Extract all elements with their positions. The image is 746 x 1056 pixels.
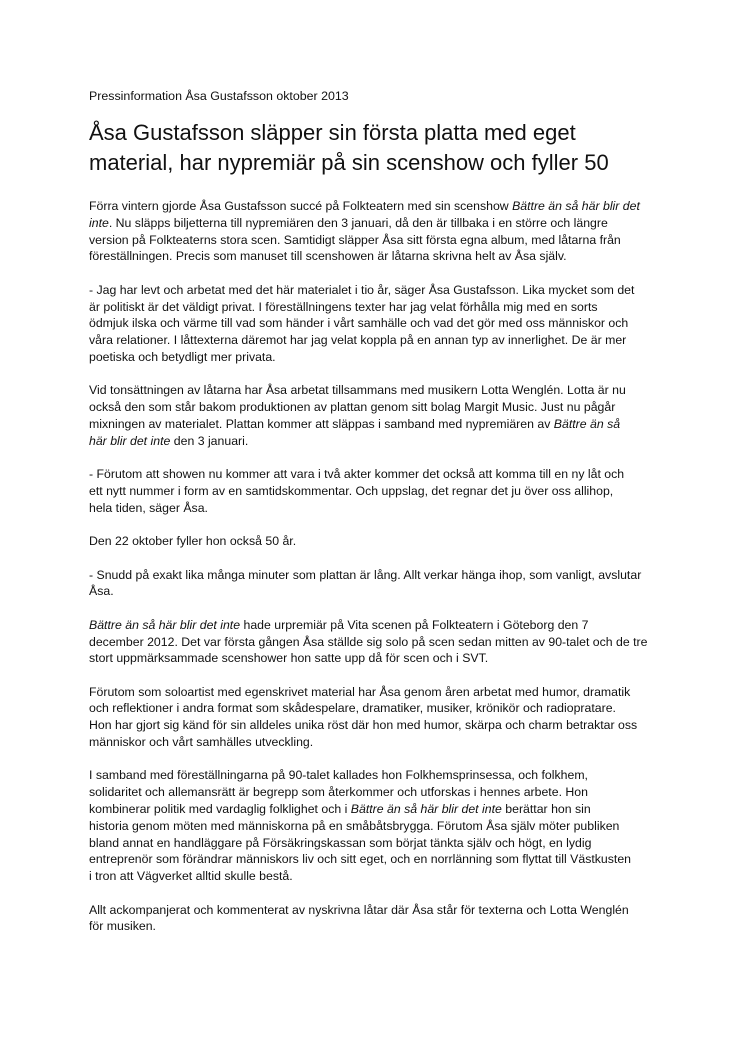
text-line: [89, 483, 669, 500]
text-run: version på Folkteaterns stora scen. Samtidigt släpper Åsa sitt första egna album, med låtarna från: [89, 232, 621, 247]
text-run: i tron att Vägverket alltid skulle bestå.: [89, 869, 293, 884]
text-run: Förutom som soloartist med egenskrivet material har Åsa genom åren arbetat med humor, dramatik: [89, 684, 631, 699]
text-line: [89, 416, 669, 433]
headline-line: material, har nypremiär på sin scenshow och fyller 50: [89, 150, 609, 175]
text-run: december 2012. Det var första gången Åsa ställde sig solo på scen sedan mitten av 90-talet och de tre: [89, 634, 648, 649]
text-run: hela tiden, säger Åsa.: [89, 500, 208, 515]
text-run: den 3 januari.: [170, 433, 249, 448]
text-run: Vid tonsättningen av låtarna har Åsa arbetat tillsammans med musikern Lotta Wenglén. Lotta är nu: [89, 383, 626, 398]
text-run: Den 22 oktober fyller hon också 50 år.: [89, 534, 297, 549]
text-line: [89, 918, 669, 935]
text-run: historia genom möten med människorna på en småbåtsbrygga. Förutom Åsa själv möter publiken: [89, 818, 620, 833]
text-run: - Förutom att showen nu kommer att vara i två akter kommer det också att komma till en ny låt och: [89, 467, 625, 482]
text-line: [89, 198, 669, 215]
text-line: [89, 851, 669, 868]
text-line: [89, 784, 669, 801]
text-line: [89, 433, 669, 450]
text-run: ett nytt nummer i form av en samtidskommentar. Och uppslag, det regnar det ju över oss allihop,: [89, 483, 614, 498]
text-line: [89, 634, 669, 651]
text-line: [89, 500, 669, 517]
italic-title-run: Bättre än så här blir det inte: [89, 617, 241, 632]
text-run: entreprenör som förändrar människors liv och sitt eget, och en norrlänning som flyttat till Västkusten: [89, 852, 631, 867]
text-line: [89, 700, 669, 717]
text-line: [89, 617, 669, 634]
text-run: människor och vårt samhälles utveckling.: [89, 735, 314, 750]
text-line: [89, 282, 669, 299]
body-paragraph: [89, 198, 669, 265]
body-paragraph: [89, 617, 669, 667]
text-line: [89, 717, 669, 734]
headline: [89, 118, 669, 178]
italic-title-run: inte: [89, 215, 109, 230]
text-run: våra relationer. I låttexterna däremot har jag velat koppla på en annan typ av innerlighet. De är mer: [89, 333, 627, 348]
body-paragraph: [89, 567, 669, 601]
italic-title-run: här blir det inte: [89, 433, 171, 448]
text-line: [89, 818, 669, 835]
text-run: solidaritet och allemansrätt är begrepp som återkommer och utforskas i hennes arbete. Hon: [89, 785, 588, 800]
text-run: är politiskt är det väldigt privat. I föreställningens texter har jag velat förhålla mig med en sorts: [89, 299, 598, 314]
text-line: [89, 215, 669, 232]
text-run: ödmjuk ilska och värme till vad som händer i vårt samhälle och vad det gör med oss människor och: [89, 316, 629, 331]
body-paragraph: [89, 382, 669, 449]
text-run: mixningen av materialet. Plattan kommer att släppas i samband med nypremiären av: [89, 416, 554, 431]
text-line: [89, 801, 669, 818]
text-run: och reflektioner i andra format som skådespelare, dramatiker, musiker, krönikör och radiopratare.: [89, 701, 616, 716]
body-paragraph: [89, 767, 669, 885]
text-run: bland annat en handläggare på Försäkringskassan som börjat tänkta själv och högt, en lydig: [89, 835, 592, 850]
text-run: hade urpremiär på Vita scenen på Folkteatern i Göteborg den 7: [240, 617, 589, 632]
headline-line: Åsa Gustafsson släpper sin första platta med eget: [89, 120, 576, 145]
italic-title-run: Bättre än så här blir det: [512, 199, 640, 213]
text-line: [89, 902, 669, 919]
body-paragraph: [89, 533, 669, 550]
text-run: stort uppmärksammade scenshower hon satte upp då för scen och i SVT.: [89, 651, 489, 666]
text-run: - Snudd på exakt lika många minuter som plattan är lång. Allt verkar hänga ihop, som vanligt, avslutar: [89, 567, 642, 582]
text-line: [89, 567, 669, 584]
text-line: [89, 533, 669, 550]
text-line: [89, 399, 669, 416]
body-paragraph: [89, 902, 669, 936]
text-line: [89, 332, 669, 349]
press-info-line: Pressinformation Åsa Gustafsson oktober 2013: [89, 89, 349, 103]
text-line: [89, 299, 669, 316]
text-line: [89, 232, 669, 249]
text-run: kombinerar politik med vardaglig folklighet och i: [89, 802, 351, 817]
text-run: Allt ackompanjerat och kommenterat av nyskrivna låtar där Åsa står för texterna och Lotta Wenglén: [89, 902, 629, 917]
text-run: Förra vintern gjorde Åsa Gustafsson succé på Folkteatern med sin scenshow: [89, 199, 513, 213]
text-line: [89, 767, 669, 784]
italic-title-run: Bättre än så här blir det inte: [350, 802, 502, 817]
text-line: [89, 248, 669, 265]
body-paragraph: [89, 466, 669, 516]
text-line: [89, 382, 669, 399]
text-line: [89, 583, 669, 600]
text-run: poetiska och betydligt mer privata.: [89, 349, 276, 364]
body-text: [89, 198, 669, 935]
text-line: [89, 835, 669, 852]
text-line: [89, 734, 669, 751]
text-line: [89, 868, 669, 885]
text-run: . Nu släpps biljetterna till nypremiären den 3 januari, då den är tillbaka i en större och längre: [108, 215, 608, 230]
text-run: Hon har gjort sig känd för sin alldeles unika röst där hon med humor, skärpa och charm betraktar oss: [89, 718, 638, 733]
text-run: - Jag har levt och arbetat med det här materialet i tio år, säger Åsa Gustafsson. Lika mycket som det: [89, 282, 635, 297]
text-line: [89, 650, 669, 667]
body-paragraph: [89, 282, 669, 366]
text-line: [89, 315, 669, 332]
text-line: [89, 349, 669, 366]
text-run: Åsa.: [89, 584, 114, 599]
text-line: [89, 684, 669, 701]
text-run: I samband med föreställningarna på 90-talet kallades hon Folkhemsprinsessa, och folkhem,: [89, 768, 588, 783]
text-run: också den som står bakom produktionen av plattan genom sitt bolag Margit Music. Just nu pågår: [89, 400, 616, 415]
text-run: föreställningen. Precis som manuset till scenshowen är låtarna skrivna helt av Åsa själv.: [89, 249, 567, 264]
press-release-page: [89, 88, 669, 952]
text-run: för musiken.: [89, 919, 156, 934]
text-line: [89, 466, 669, 483]
italic-title-run: Bättre än så: [553, 416, 621, 431]
body-paragraph: [89, 684, 669, 751]
text-run: berättar hon sin: [501, 802, 591, 817]
